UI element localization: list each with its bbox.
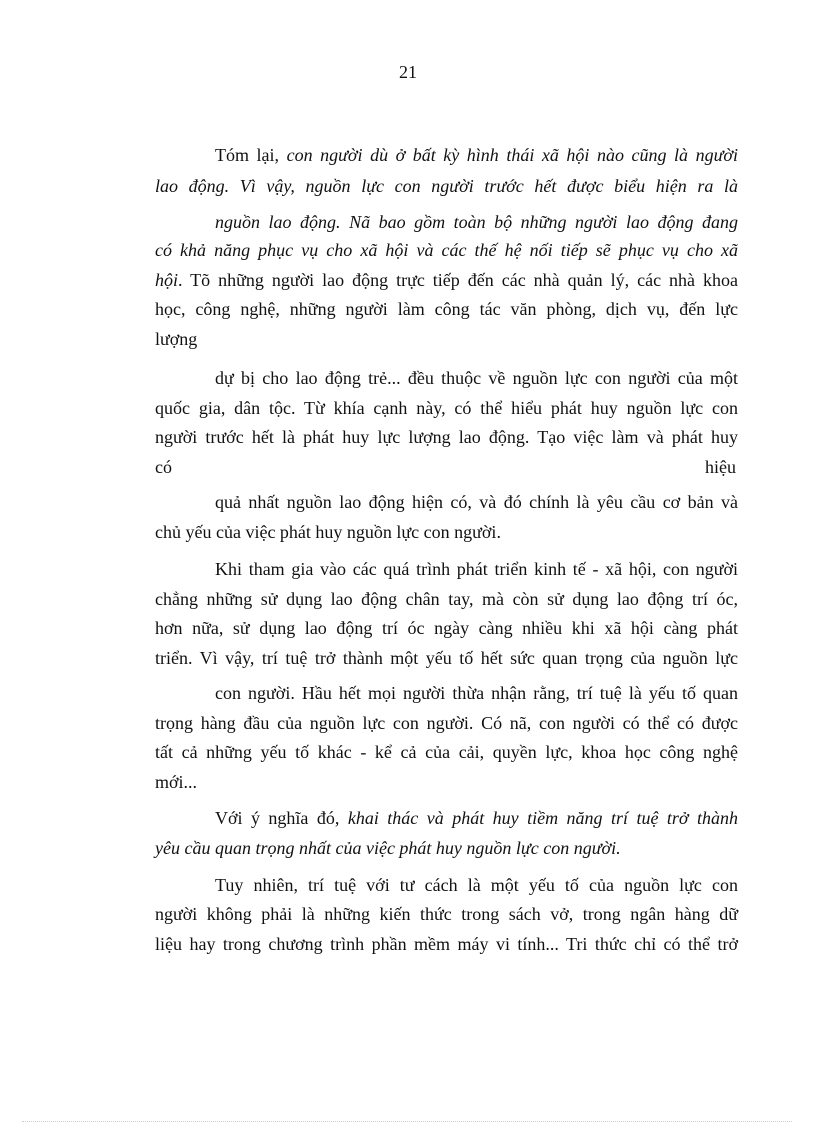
text-line: hơn nữa, sử dụng lao động trí óc ngày càng nhiều khi xã hội càng phát	[155, 618, 738, 638]
text-line: chẳng những sử dụng lao động chân tay, mà còn sử dụng lao động trí óc,	[155, 589, 738, 609]
text-line: chủ yếu của việc phát huy nguồn lực con người.	[155, 522, 501, 542]
text-line: nguồn lao động. Nã bao gồm toàn bộ những người lao động đang	[215, 212, 738, 232]
text-line: tất cả những yếu tố khác - kể cả của cải, quyền lực, khoa học công nghệ	[155, 742, 738, 762]
page-number: 21	[399, 62, 417, 82]
text-line: Khi tham gia vào các quá trình phát triển kinh tế - xã hội, con người	[215, 559, 738, 579]
text-line: hội. Tõ những người lao động trực tiếp đến các nhà quản lý, các nhà khoa	[155, 270, 738, 290]
text-line: hiệu	[705, 457, 736, 477]
text-line: yêu cầu quan trọng nhất của việc phát huy nguồn lực con người.	[155, 838, 621, 858]
text-line: có khả năng phục vụ cho xã hội và các thế hệ nối tiếp sẽ phục vụ cho xã	[155, 240, 738, 260]
text-line: mới...	[155, 772, 198, 792]
text-line: học, công nghệ, những người làm công tác văn phòng, dịch vụ, đến lực	[155, 299, 738, 319]
text-line: người không phải là những kiến thức trong sách vở, trong ngân hàng dữ	[155, 904, 738, 924]
text-line: Tóm lại, con người dù ở bất kỳ hình thái xã hội nào cũng là người	[215, 145, 738, 165]
text-line: có	[155, 457, 172, 477]
text-line: liệu hay trong chương trình phần mềm máy vi tính... Tri thức chỉ có thể trở	[155, 934, 738, 954]
text-line: người trước hết là phát huy lực lượng lao động. Tạo việc làm và phát huy	[155, 427, 738, 447]
text-line: Tuy nhiên, trí tuệ với tư cách là một yếu tố của nguồn lực con	[215, 875, 738, 895]
text-line: dự bị cho lao động trẻ... đều thuộc về nguồn lực con người của một	[215, 368, 738, 388]
text-line: quốc gia, dân tộc. Từ khía cạnh này, có thể hiểu phát huy nguồn lực con	[155, 398, 738, 418]
text-line: triển. Vì vậy, trí tuệ trở thành một yếu tố hết sức quan trọng của nguồn lực	[155, 648, 738, 668]
text-line: lượng	[155, 329, 198, 349]
text-line: Với ý nghĩa đó, khai thác và phát huy tiềm năng trí tuệ trở thành	[215, 808, 738, 828]
text-line: trọng hàng đầu của nguồn lực con người. Có nã, con người có thể có được	[155, 713, 738, 733]
text-line: lao động. Vì vậy, nguồn lực con người trước hết được biểu hiện ra là	[155, 176, 738, 196]
page-bottom-rule	[22, 1121, 792, 1122]
text-line: con người. Hầu hết mọi người thừa nhận rằng, trí tuệ là yếu tố quan	[215, 683, 738, 703]
text-line: quả nhất nguồn lao động hiện có, và đó chính là yêu cầu cơ bản và	[215, 492, 738, 512]
